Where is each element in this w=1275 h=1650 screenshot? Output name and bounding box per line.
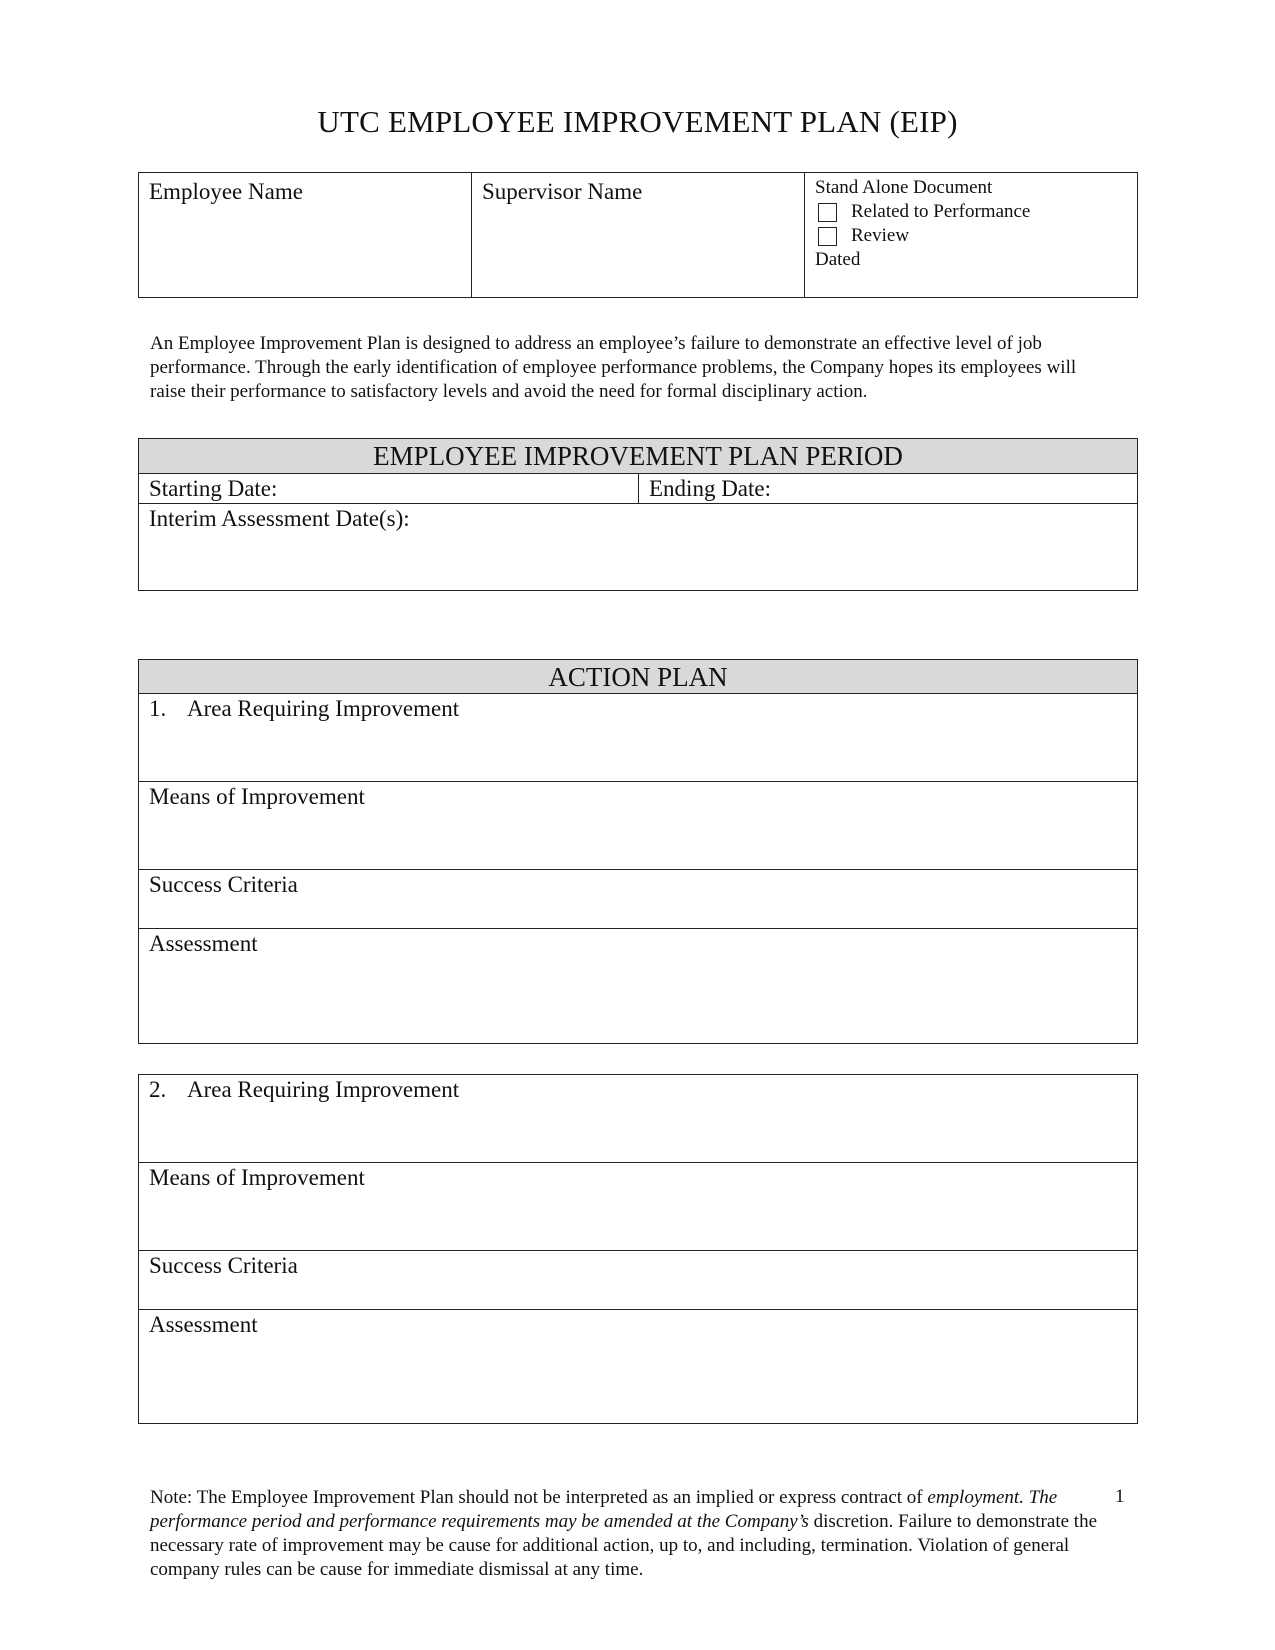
dated-label: Dated: [815, 249, 861, 270]
means-of-improvement-1[interactable]: [139, 782, 1137, 870]
document-type-cell: [805, 173, 1137, 297]
success-label: Success Criteria: [149, 872, 298, 897]
page-title: UTC EMPLOYEE IMPROVEMENT PLAN (EIP): [317, 104, 958, 139]
success-label: Success Criteria: [149, 1253, 298, 1278]
related-checkbox[interactable]: [818, 203, 837, 222]
note-part-2: employment. The performance period and performance requirements may be amended at the Company’s: [150, 1487, 1058, 1532]
dates-row: [139, 474, 1137, 504]
action-plan-table-1: [138, 659, 1138, 1044]
assessment-1[interactable]: [139, 929, 1137, 1042]
page-number: 1: [1115, 1486, 1125, 1507]
employee-name-label: Employee Name: [149, 179, 303, 204]
option-related-to-performance[interactable]: [815, 200, 1127, 224]
ending-date-field[interactable]: [639, 474, 781, 503]
means-label: Means of Improvement: [149, 1165, 365, 1190]
item-number: 2.: [149, 1077, 167, 1102]
supervisor-name-label: Supervisor Name: [482, 179, 643, 204]
means-of-improvement-2[interactable]: [139, 1163, 1137, 1251]
intro-paragraph: An Employee Improvement Plan is designed to address an employee’s failure to demonstrate an effective level of job performance. Through the early identification of employee performance problems, the Company hopes its employees will raise their performance to satisfactory levels and avoid the need for formal disciplinary action.: [150, 333, 1077, 402]
success-criteria-2[interactable]: [139, 1251, 1137, 1310]
employee-name-field[interactable]: [139, 173, 472, 297]
interim-assessment-field[interactable]: [139, 504, 1137, 534]
action-plan-table-2: [138, 1074, 1138, 1424]
success-criteria-1[interactable]: [139, 870, 1137, 929]
review-checkbox[interactable]: [818, 227, 837, 246]
plan-period-table: [138, 438, 1138, 591]
review-label: Review: [851, 225, 910, 246]
ending-date-label: Ending Date:: [649, 476, 771, 501]
option-review[interactable]: [815, 224, 1127, 248]
starting-date-field[interactable]: [139, 474, 639, 503]
item-number: 1.: [149, 696, 167, 721]
starting-date-label: Starting Date:: [149, 476, 278, 501]
area-label: Area Requiring Improvement: [187, 1077, 460, 1102]
related-label: Related to Performance: [851, 201, 1031, 222]
note-part-3: discretion. Failure to demonstrate the necessary rate of improvement may be cause for additional action, up to, and including, termination. Violation of general company rules can be cause for immediate dismissal at any time.: [150, 1511, 1097, 1580]
interim-assessment-label: Interim Assessment Date(s):: [149, 506, 410, 531]
header-table: [138, 172, 1138, 298]
assessment-label: Assessment: [149, 931, 258, 956]
period-heading: EMPLOYEE IMPROVEMENT PLAN PERIOD: [139, 439, 1137, 474]
area-requiring-improvement-2[interactable]: [139, 1075, 1137, 1163]
footer-note: [150, 1486, 1100, 1582]
stand-alone-label: Stand Alone Document: [815, 177, 993, 198]
note-part-1: Note: The Employee Improvement Plan should not be interpreted as an implied or express contract of: [150, 1487, 928, 1508]
supervisor-name-field[interactable]: [472, 173, 805, 297]
assessment-label: Assessment: [149, 1312, 258, 1337]
assessment-2[interactable]: [139, 1310, 1137, 1420]
area-requiring-improvement-1[interactable]: [139, 694, 1137, 782]
action-plan-heading: ACTION PLAN: [139, 660, 1137, 694]
area-label: Area Requiring Improvement: [187, 696, 460, 721]
means-label: Means of Improvement: [149, 784, 365, 809]
